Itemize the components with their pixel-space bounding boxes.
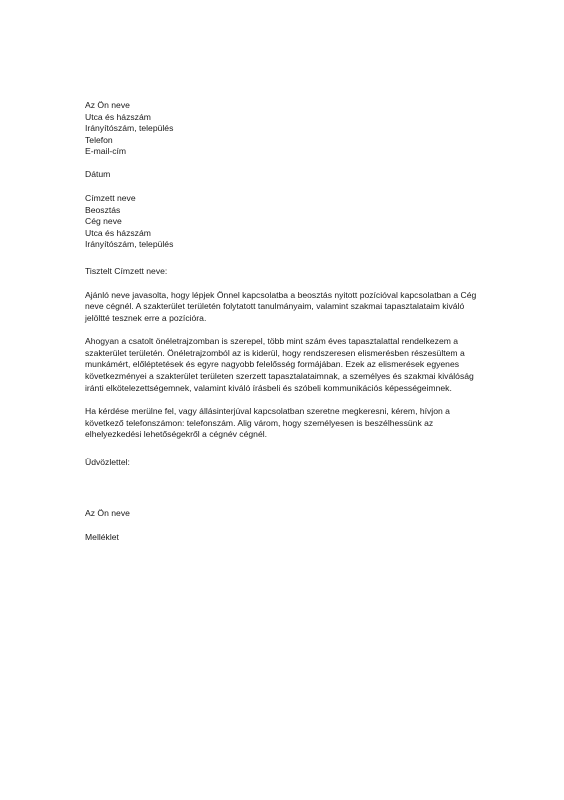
closing-text: Üdvözlettel: <box>85 456 130 467</box>
signature <box>85 508 475 520</box>
body-paragraph-3 <box>85 406 475 441</box>
paragraph-line: következő telefonszámon: telefonszám. Alig várom, hogy személyesen is beszélhessünk az <box>85 417 434 428</box>
body-paragraph-1 <box>85 290 475 325</box>
paragraph-line: jelöltté tesznek erre a pozícióra. <box>85 312 207 323</box>
paragraph-line: Ahogyan a csatolt önéletrajzomban is szerepel, több mint szám éves tapasztalattal rendelkezem a <box>85 336 459 347</box>
sender-address <box>85 100 475 158</box>
paragraph-line: Ajánló neve javasolta, hogy lépjek Önnel kapcsolatba a beosztás nyitott pozícióval kapcsolatban a Cég <box>85 289 477 300</box>
recipient-name: Címzett neve <box>85 192 136 203</box>
paragraph-line: iránti elkötelezettségemnek, valamint kiváló írásbeli és szóbeli kommunikációs képességeimnek. <box>85 382 452 393</box>
cover-letter <box>85 100 475 543</box>
recipient-company: Cég neve <box>85 216 122 227</box>
paragraph-line: neve cégnél. A szakterület területén folytatott tanulmányaim, valamint szakmai tapasztalataim kiváló <box>85 301 465 312</box>
enclosure <box>85 532 475 544</box>
date: Dátum <box>85 169 111 180</box>
date-line <box>85 169 475 181</box>
paragraph-line: munkámért, előléptetések és egyre nagyobb felelősség formájában. Ezek az elismerések egyenes <box>85 359 460 370</box>
paragraph-line: elhelyezkedési lehetőségekről a cégnév cégnél. <box>85 429 268 440</box>
recipient-title: Beosztás <box>85 204 121 215</box>
recipient-street: Utca és házszám <box>85 227 151 238</box>
sender-street: Utca és házszám <box>85 111 151 122</box>
signature-name: Az Ön neve <box>85 508 130 519</box>
body-paragraph-2 <box>85 336 475 394</box>
recipient-city: Irányítószám, település <box>85 239 174 250</box>
paragraph-line: szakterület területén. Önéletrajzomból az is kiderül, hogy rendszeresen elismerésben részesültem a <box>85 347 465 358</box>
paragraph-line: következményei a szakterület területen szerzett tapasztalataimnak, a személyes és szakmai kiválóság <box>85 371 474 382</box>
closing <box>85 457 475 469</box>
enclosure-text: Melléklet <box>85 531 119 542</box>
sender-phone: Telefon <box>85 134 113 145</box>
salutation-text: Tisztelt Címzett neve: <box>85 265 168 276</box>
recipient-address <box>85 193 475 251</box>
salutation <box>85 266 475 278</box>
sender-city: Irányítószám, település <box>85 123 174 134</box>
paragraph-line: Ha kérdése merülne fel, vagy állásinterjúval kapcsolatban szeretne megkeresni, kérem, hívjon a <box>85 406 450 417</box>
sender-name: Az Ön neve <box>85 100 130 110</box>
sender-email: E-mail-cím <box>85 146 127 157</box>
